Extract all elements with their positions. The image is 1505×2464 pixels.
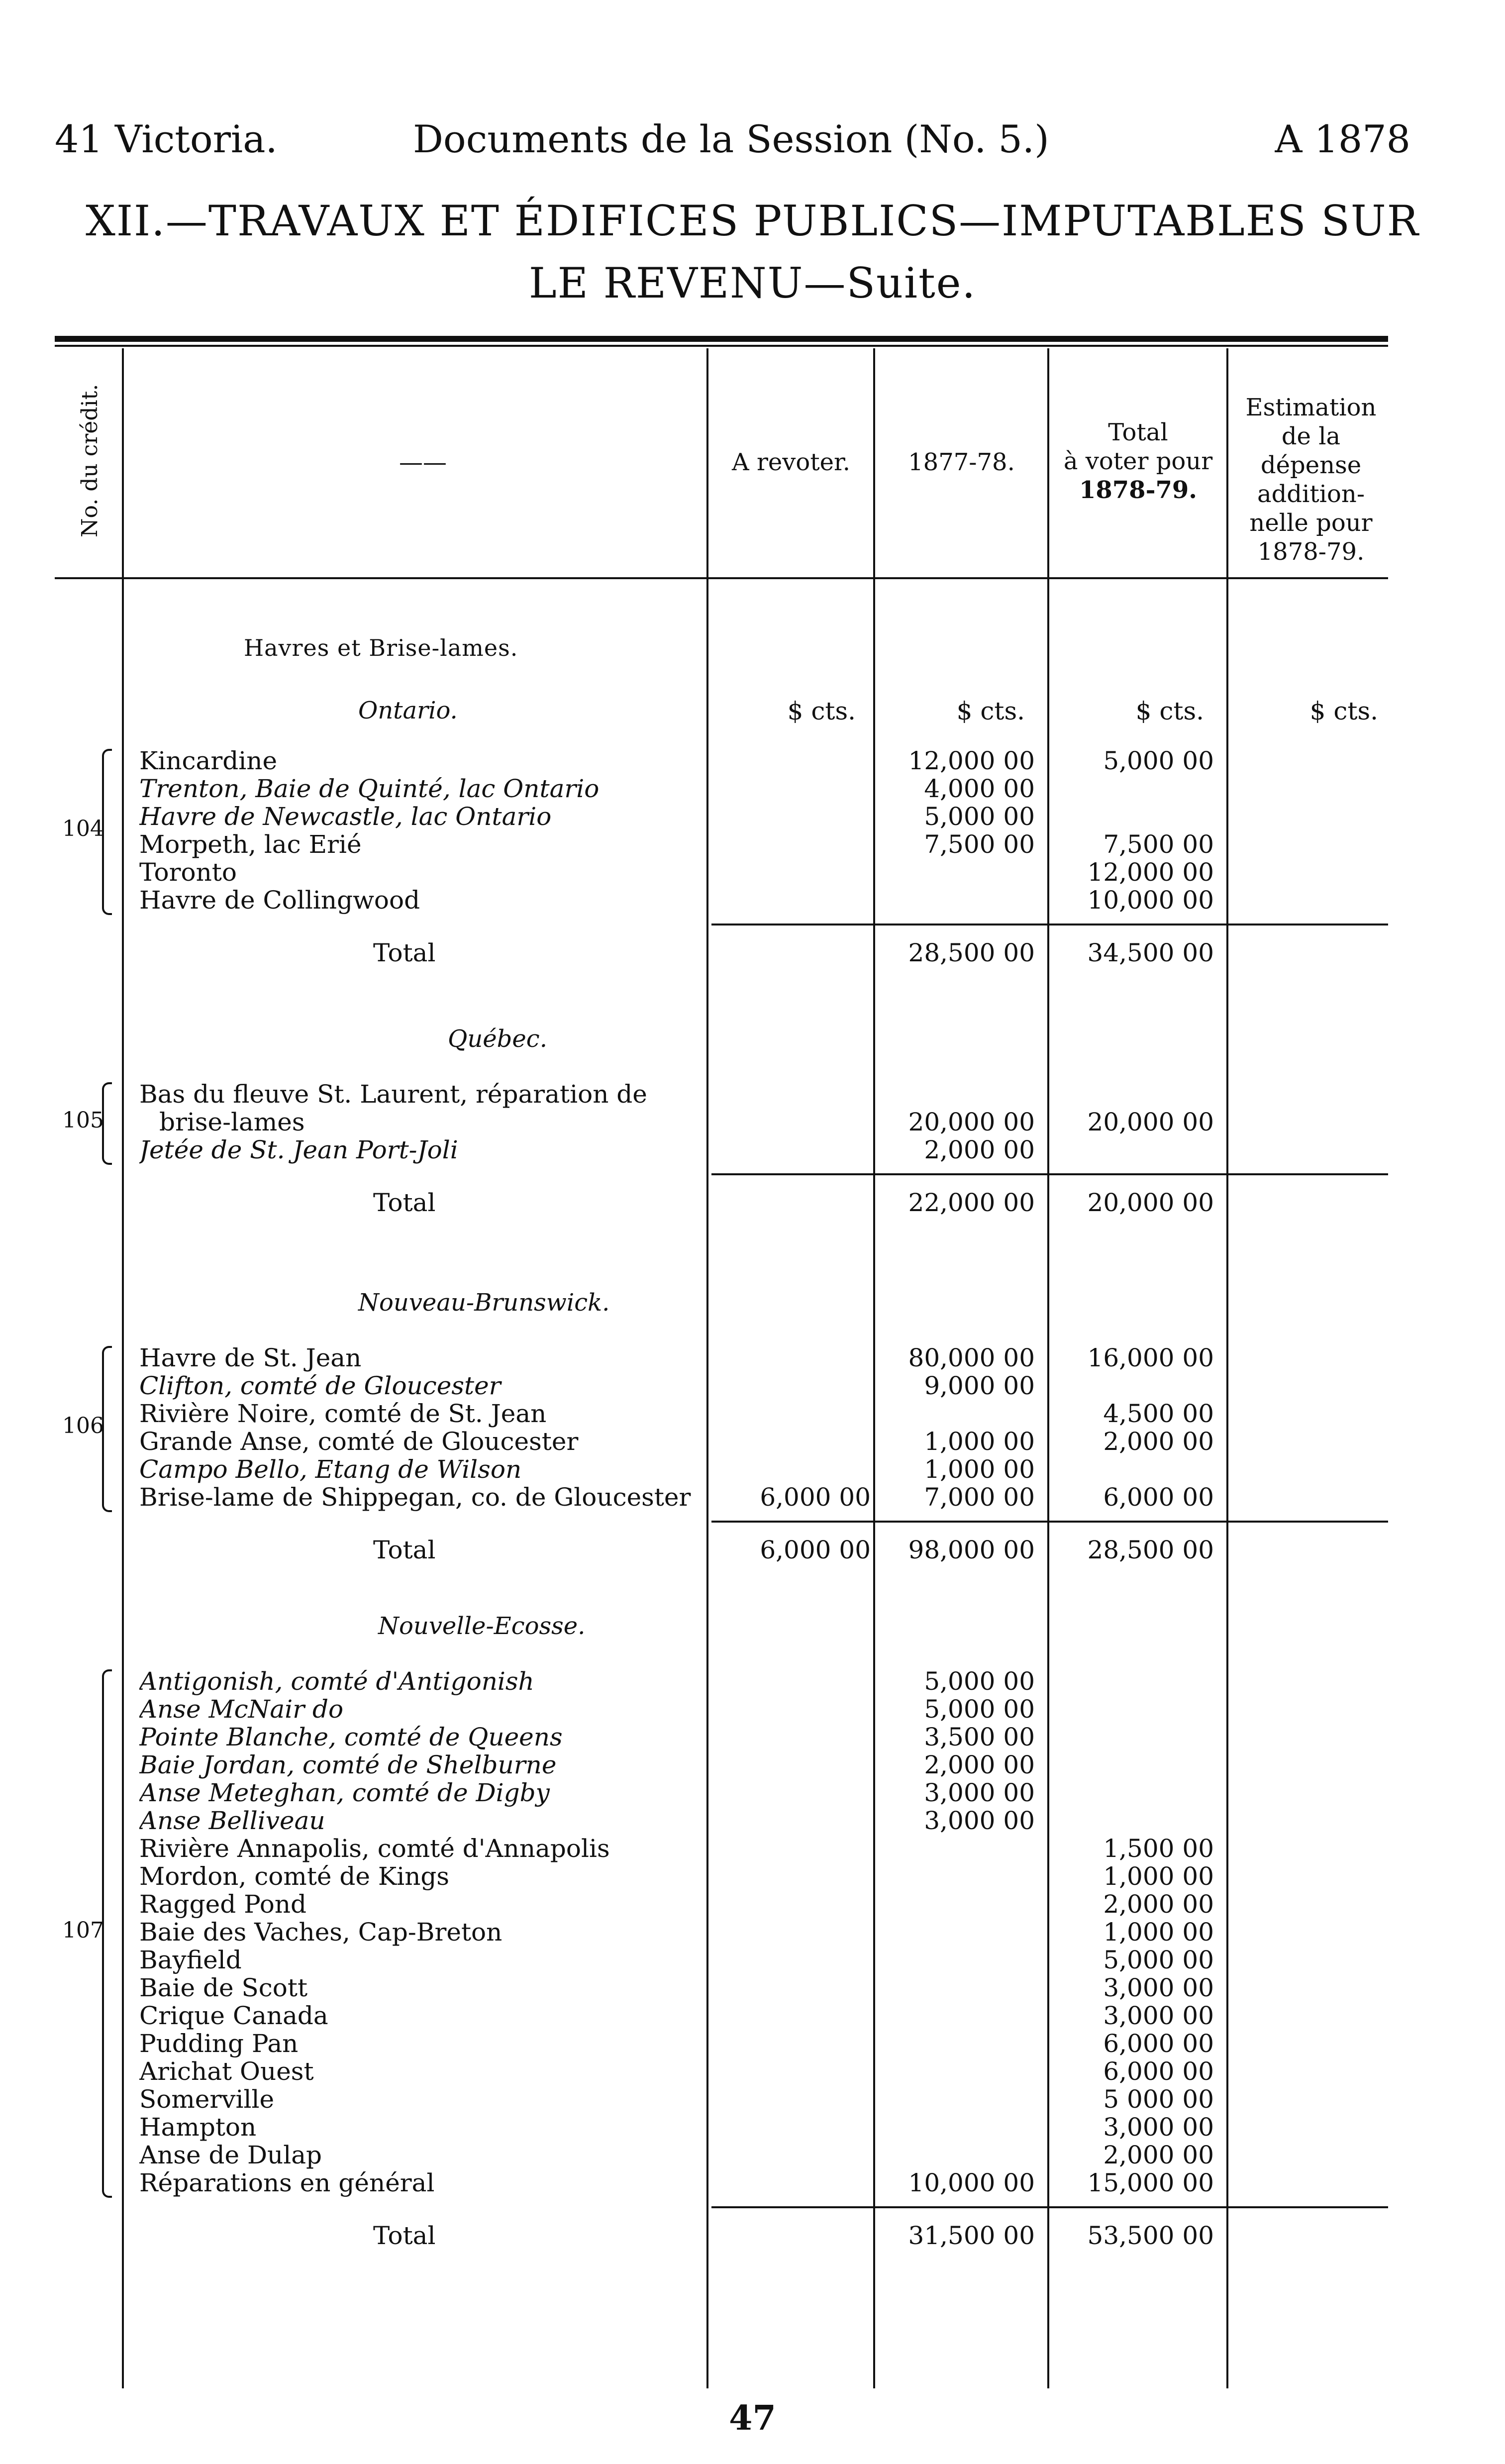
cell-c3: 1,000 00 — [1103, 1918, 1214, 1947]
row-description: Somerville — [139, 2085, 275, 2114]
row-description: Ragged Pond — [139, 1890, 307, 1919]
table-row — [0, 1890, 1505, 1918]
cell-c3: 7,500 00 — [1103, 830, 1214, 859]
row-description: Réparations en général — [139, 2168, 435, 2197]
table-row — [0, 2141, 1505, 2168]
table-row — [0, 1371, 1505, 1399]
cell-c2: 10,000 00 — [908, 2168, 1035, 2197]
row-description: Toronto — [139, 858, 237, 887]
running-head-right: A 1878 — [1275, 117, 1410, 161]
table-row — [0, 2057, 1505, 2085]
total-cell-c3: 34,500 00 — [1087, 938, 1214, 967]
cell-c2: 12,000 00 — [908, 746, 1035, 775]
cell-c2: 3,500 00 — [924, 1723, 1035, 1751]
table-row — [0, 2029, 1505, 2057]
total-header-line-1: Total — [1108, 418, 1168, 446]
row-description: Campo Bello, Etang de Wilson — [139, 1455, 522, 1484]
estimation-header-line-2: de la dépense — [1260, 422, 1362, 479]
estimation-header-line-1: Estimation — [1245, 394, 1377, 421]
cell-c2: 3,000 00 — [924, 1778, 1035, 1807]
section-title: Havres et Brise-lames. — [244, 634, 518, 661]
credit-number: 106 — [62, 1413, 104, 1438]
table-row — [0, 1918, 1505, 1946]
table-row — [0, 1862, 1505, 1890]
cell-c3: 5,000 00 — [1103, 746, 1214, 775]
cell-c3: 3,000 00 — [1103, 2001, 1214, 2030]
row-description: Mordon, comté de Kings — [139, 1862, 450, 1891]
table-row — [0, 1080, 1505, 1108]
row-description: Bas du fleuve St. Laurent, réparation de — [139, 1080, 647, 1109]
row-description: Baie de Scott — [139, 1973, 308, 2002]
row-description: Antigonish, comté d'Antigonish — [139, 1667, 534, 1696]
page-title-line-1: XII.—TRAVAUX ET ÉDIFICES PUBLICS—IMPUTABLES SUR — [86, 197, 1419, 245]
cell-c3: 1,500 00 — [1103, 1834, 1214, 1863]
table-row — [0, 774, 1505, 802]
table-row — [0, 2085, 1505, 2113]
cell-c3: 15,000 00 — [1087, 2168, 1214, 2197]
row-description: Anse Meteghan, comté de Digby — [139, 1778, 550, 1807]
total-cell-c2: 98,000 00 — [908, 1536, 1035, 1564]
cell-c2: 4,000 00 — [924, 774, 1035, 803]
top-rule-thin — [55, 345, 1388, 347]
header-rule — [55, 577, 1388, 579]
total-cell-c3: 28,500 00 — [1087, 1536, 1214, 1564]
total-rule — [711, 924, 1388, 925]
total-cell-c3: 53,500 00 — [1087, 2221, 1214, 2250]
table-row — [0, 2168, 1505, 2196]
group-heading: Nouvelle-Ecosse. — [378, 1612, 586, 1640]
total-label: Total — [373, 2221, 436, 2250]
table-row — [0, 886, 1505, 914]
cell-c3: 6,000 00 — [1103, 2057, 1214, 2086]
group-heading: Nouveau-Brunswick. — [358, 1289, 610, 1317]
unit-label-2: $ cts. — [956, 697, 1025, 725]
group-heading-ontario: Ontario. — [358, 697, 458, 724]
cell-c3: 6,000 00 — [1103, 2029, 1214, 2058]
total-cell-c3: 20,000 00 — [1087, 1188, 1214, 1217]
row-description: Pudding Pan — [139, 2029, 299, 2058]
row-description: Kincardine — [139, 746, 278, 775]
total-label: Total — [373, 1188, 436, 1217]
row-description: Brise-lame de Shippegan, co. de Gloucester — [139, 1483, 691, 1512]
table-row — [0, 1399, 1505, 1427]
cell-c3: 20,000 00 — [1087, 1108, 1214, 1136]
estimation-column-header — [1229, 393, 1393, 566]
row-description: Jetée de St. Jean Port-Joli — [139, 1135, 458, 1164]
estimation-header-line-4: nelle pour — [1249, 509, 1373, 537]
cell-c2: 2,000 00 — [924, 1750, 1035, 1779]
total-row — [0, 2221, 1505, 2249]
cell-c3: 5,000 00 — [1103, 1946, 1214, 1974]
table-row — [0, 1973, 1505, 2001]
cell-c3: 2,000 00 — [1103, 1427, 1214, 1456]
row-description: Anse McNair do — [139, 1695, 344, 1724]
total-label: Total — [373, 938, 436, 967]
group-heading: Québec. — [448, 1025, 547, 1053]
row-description: Rivière Annapolis, comté d'Annapolis — [139, 1834, 610, 1863]
total-header-line-2: à voter pour — [1063, 447, 1213, 475]
row-description: Anse de Dulap — [139, 2141, 322, 2169]
table-row — [0, 1834, 1505, 1862]
unit-label-1: $ cts. — [787, 697, 856, 725]
credit-number: 105 — [62, 1108, 104, 1133]
table-row — [0, 1806, 1505, 1834]
table-row — [0, 1427, 1505, 1455]
table-row — [0, 858, 1505, 886]
cell-c2: 5,000 00 — [924, 802, 1035, 831]
row-description: Havre de Newcastle, lac Ontario — [139, 802, 552, 831]
table-row — [0, 746, 1505, 774]
total-cell-c2: 28,500 00 — [908, 938, 1035, 967]
cell-c2: 2,000 00 — [924, 1135, 1035, 1164]
row-description: Rivière Noire, comté de St. Jean — [139, 1399, 547, 1428]
row-description: Clifton, comté de Gloucester — [139, 1371, 501, 1400]
cell-c3: 3,000 00 — [1103, 1973, 1214, 2002]
page-title-line-2: LE REVENU—Suite. — [528, 259, 977, 308]
total-label: Total — [373, 1536, 436, 1564]
cell-c2: 7,000 00 — [924, 1483, 1035, 1512]
total-row — [0, 1536, 1505, 1563]
credit-number: 107 — [62, 1918, 104, 1943]
row-description: Bayfield — [139, 1946, 242, 1974]
table-row — [0, 1723, 1505, 1750]
credit-number: 104 — [62, 816, 104, 841]
estimation-header-line-5: 1878-79. — [1257, 538, 1365, 566]
table-row — [0, 1455, 1505, 1483]
cell-c3: 16,000 00 — [1087, 1343, 1214, 1372]
table-row — [0, 1343, 1505, 1371]
row-description: Hampton — [139, 2113, 257, 2142]
table-row — [0, 1946, 1505, 1973]
total-row — [0, 1188, 1505, 1216]
table-row — [0, 802, 1505, 830]
credit-column-header: No. du crédit. — [77, 384, 102, 537]
row-description: Grande Anse, comté de Gloucester — [139, 1427, 579, 1456]
table-row — [0, 1778, 1505, 1806]
table-row — [0, 1135, 1505, 1163]
table-row — [0, 1483, 1505, 1511]
row-description: Pointe Blanche, comté de Queens — [139, 1723, 563, 1751]
row-description: Havre de Collingwood — [139, 886, 420, 915]
cell-c3: 6,000 00 — [1103, 1483, 1214, 1512]
cell-c3: 4,500 00 — [1103, 1399, 1214, 1428]
row-description: Trenton, Baie de Quinté, lac Ontario — [139, 774, 600, 803]
table-row — [0, 1695, 1505, 1723]
table-row — [0, 830, 1505, 858]
cell-c3: 12,000 00 — [1087, 858, 1214, 887]
table-row — [0, 2113, 1505, 2141]
estimation-header-line-3: addition- — [1257, 480, 1365, 508]
cell-c2: 3,000 00 — [924, 1806, 1035, 1835]
row-description: Baie Jordan, comté de Shelburne — [139, 1750, 557, 1779]
cell-c3: 1,000 00 — [1103, 1862, 1214, 1891]
cell-c2: 9,000 00 — [924, 1371, 1035, 1400]
cell-c3: 3,000 00 — [1103, 2113, 1214, 2142]
description-column-header: —— — [399, 448, 447, 476]
page-number: 47 — [729, 2398, 776, 2438]
total-cell-c2: 22,000 00 — [908, 1188, 1035, 1217]
row-description: brise-lames — [159, 1108, 305, 1136]
top-rule-thick — [55, 336, 1388, 342]
total-cell-c1: 6,000 00 — [760, 1536, 871, 1564]
revoter-column-header: A revoter. — [732, 448, 850, 476]
row-description: Baie des Vaches, Cap-Breton — [139, 1918, 502, 1947]
row-description: Crique Canada — [139, 2001, 328, 2030]
total-column-header — [1050, 418, 1226, 505]
unit-label-3: $ cts. — [1135, 697, 1204, 725]
row-description: Arichat Ouest — [139, 2057, 314, 2086]
cell-c2: 80,000 00 — [908, 1343, 1035, 1372]
cell-c3: 10,000 00 — [1087, 886, 1214, 915]
cell-c3: 2,000 00 — [1103, 2141, 1214, 2169]
table-row — [0, 2001, 1505, 2029]
total-rule — [711, 1173, 1388, 1175]
table-row — [0, 1750, 1505, 1778]
running-head-center: Documents de la Session (No. 5.) — [413, 117, 1049, 161]
cell-c2: 1,000 00 — [924, 1455, 1035, 1484]
cell-c1: 6,000 00 — [760, 1483, 871, 1512]
table-row — [0, 1108, 1505, 1135]
cell-c2: 5,000 00 — [924, 1667, 1035, 1696]
y1877-column-header: 1877-78. — [908, 448, 1015, 476]
cell-c3: 5 000 00 — [1103, 2085, 1214, 2114]
row-description: Anse Belliveau — [139, 1806, 325, 1835]
cell-c2: 5,000 00 — [924, 1695, 1035, 1724]
cell-c2: 20,000 00 — [908, 1108, 1035, 1136]
total-cell-c2: 31,500 00 — [908, 2221, 1035, 2250]
unit-label-4: $ cts. — [1309, 697, 1378, 725]
table-row — [0, 1667, 1505, 1695]
cell-c2: 1,000 00 — [924, 1427, 1035, 1456]
total-row — [0, 938, 1505, 966]
running-head-left: 41 Victoria. — [55, 117, 278, 161]
cell-c3: 2,000 00 — [1103, 1890, 1214, 1919]
total-rule — [711, 1521, 1388, 1523]
row-description: Morpeth, lac Erié — [139, 830, 362, 859]
row-description: Havre de St. Jean — [139, 1343, 362, 1372]
total-header-line-3: 1878-79. — [1079, 476, 1198, 504]
total-rule — [711, 2206, 1388, 2208]
cell-c2: 7,500 00 — [924, 830, 1035, 859]
